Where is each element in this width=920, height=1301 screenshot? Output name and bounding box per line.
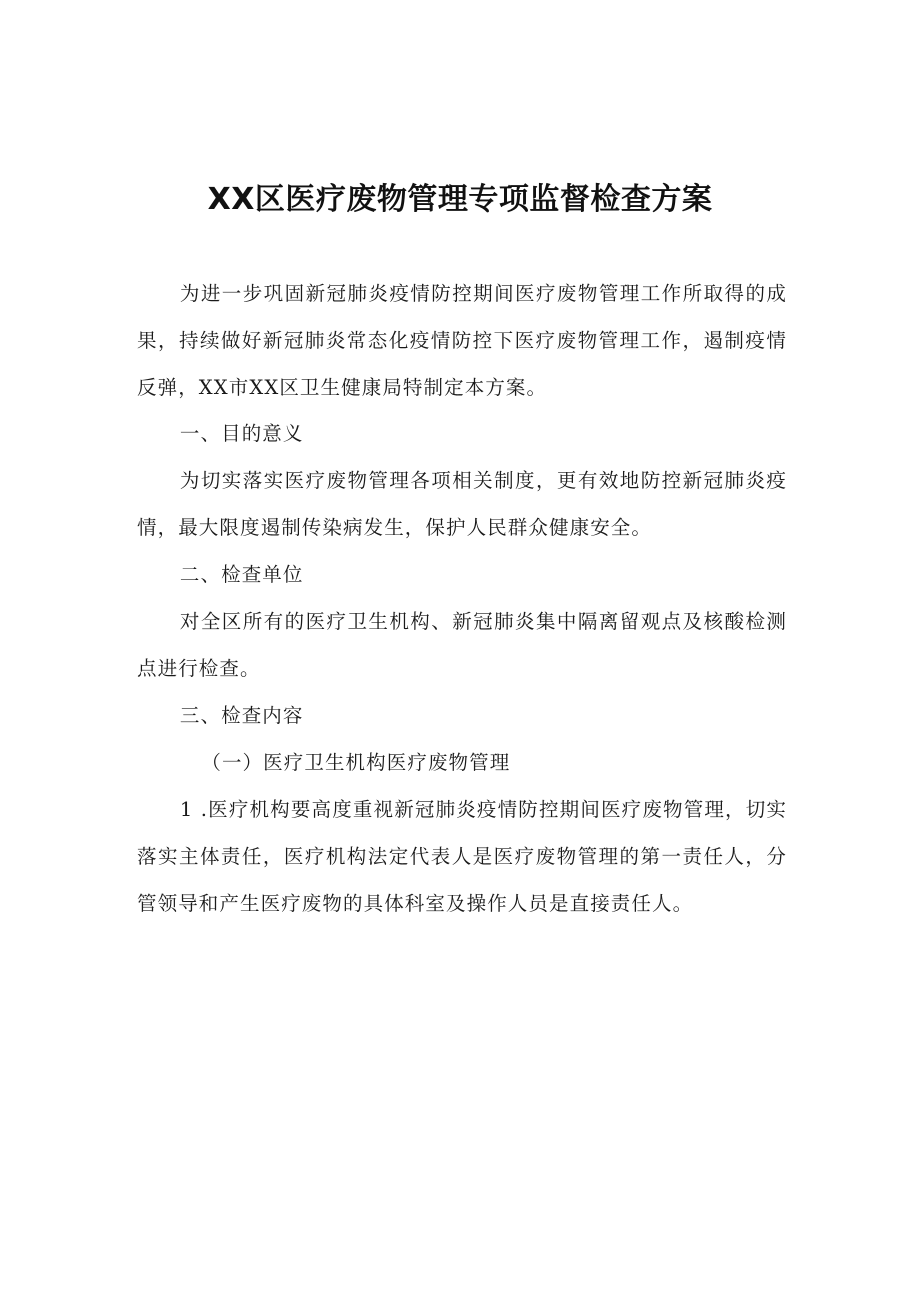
section-body-units: 对全区所有的医疗卫生机构、新冠肺炎集中隔离留观点及核酸检测点进行检查。: [137, 610, 787, 680]
section-heading-units: 二、检查单位: [179, 563, 304, 586]
section-body-purpose: 为切实落实医疗废物管理各项相关制度，更有效地防控新冠肺炎疫情，最大限度遏制传染病发生，保护人民群众健康安全。: [137, 469, 787, 539]
section-heading-content: 三、检查内容: [179, 704, 304, 727]
section-subheading-medical-waste: （一）医疗卫生机构医疗废物管理: [201, 751, 511, 774]
section-heading-purpose: 一、目的意义: [179, 422, 304, 445]
section-body-content: 1 .医疗机构要高度重视新冠肺炎疫情防控期间医疗废物管理，切实落实主体责任，医疗机构法定代表人是医疗废物管理的第一责任人，分管领导和产生医疗废物的具体科室及操作人员是直接责任人。: [137, 798, 787, 915]
intro-paragraph: 为进一步巩固新冠肺炎疫情防控期间医疗废物管理工作所取得的成果，持续做好新冠肺炎常态化疫情防控下医疗废物管理工作，遏制疫情反弹，XX市XX区卫生健康局特制定本方案。: [137, 282, 787, 399]
document-title: XX区医疗废物管理专项监督检查方案: [207, 182, 713, 217]
